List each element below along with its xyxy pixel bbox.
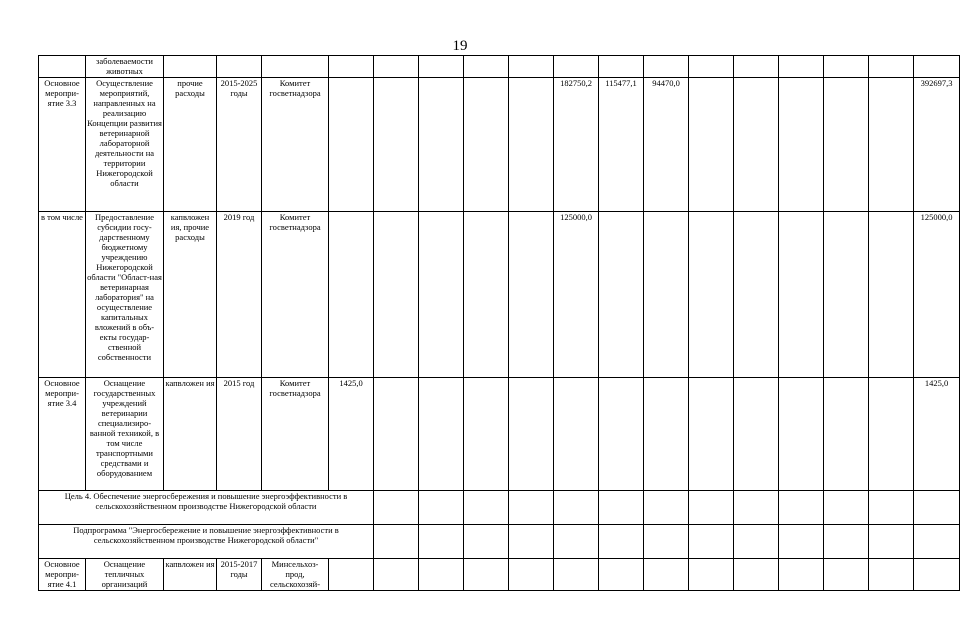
table-cell: [599, 525, 644, 559]
table-cell: [419, 525, 464, 559]
table-cell: 2015 год: [217, 378, 262, 491]
table-cell: [824, 78, 869, 212]
table-cell: [734, 56, 779, 78]
table-cell: [599, 491, 644, 525]
table-cell: [374, 525, 419, 559]
table-cell: [734, 212, 779, 378]
table-row: [39, 559, 960, 591]
table-cell: капвложен ия: [164, 378, 217, 491]
table-cell: [734, 525, 779, 559]
table-cell: [217, 56, 262, 78]
table-cell: [644, 525, 689, 559]
table-cell: [689, 525, 734, 559]
table-cell: [689, 212, 734, 378]
table-cell: [689, 559, 734, 591]
table-cell: [914, 491, 960, 525]
table-cell: Комитет госветнадзора: [262, 378, 329, 491]
table-cell: [869, 559, 914, 591]
program-table: [38, 55, 960, 591]
table-row: [39, 212, 960, 378]
table-row: [39, 78, 960, 212]
section-heading: Цель 4. Обеспечение энергосбережения и повышение энергоэффективности в сельскохозяйственном производстве Нижегородской области: [39, 491, 374, 525]
table-cell: [464, 56, 509, 78]
table-cell: [644, 378, 689, 491]
table-cell: [914, 525, 960, 559]
table-cell: [869, 378, 914, 491]
table-cell: [599, 378, 644, 491]
table-cell: [689, 378, 734, 491]
table-cell: [329, 56, 374, 78]
table-cell: [374, 378, 419, 491]
row-header-cell: Основное меропри-ятие 3.3: [39, 78, 86, 212]
table-row: [39, 378, 960, 491]
section-heading-row: [39, 491, 960, 525]
table-cell: Оснащение государственных учреждений ветеринарии специализиро-ванной техникой, в том числе транспортными средствами и оборудованием: [86, 378, 164, 491]
table-body: [39, 56, 960, 591]
table-cell: [599, 56, 644, 78]
table-cell: [779, 378, 824, 491]
table-cell: [734, 559, 779, 591]
table-cell: [779, 56, 824, 78]
table-cell: [164, 56, 217, 78]
table-cell: [599, 212, 644, 378]
table-cell: Оснащение тепличных организаций: [86, 559, 164, 591]
table-cell: прочие расходы: [164, 78, 217, 212]
table-cell: [869, 78, 914, 212]
table-cell: [419, 559, 464, 591]
table-cell: 2019 год: [217, 212, 262, 378]
table-cell: [419, 491, 464, 525]
table-cell: [554, 56, 599, 78]
table-cell: [262, 56, 329, 78]
table-cell: [779, 212, 824, 378]
table-cell: [329, 212, 374, 378]
table-cell: [644, 56, 689, 78]
table-cell: [554, 559, 599, 591]
table-cell: [914, 56, 960, 78]
table-cell: [554, 491, 599, 525]
table-cell: [419, 78, 464, 212]
table-cell: [419, 212, 464, 378]
row-header-cell: [39, 56, 86, 78]
table-cell: Комитет госветнадзора: [262, 78, 329, 212]
table-cell: 125000,0: [554, 212, 599, 378]
section-heading-row: [39, 525, 960, 559]
table-cell: [509, 56, 554, 78]
table-cell: [869, 491, 914, 525]
table-cell: [419, 378, 464, 491]
page-number: 19: [452, 38, 468, 54]
table-cell: [419, 56, 464, 78]
table-cell: [374, 559, 419, 591]
table-cell: капвложен ия, прочие расходы: [164, 212, 217, 378]
table-cell: [644, 212, 689, 378]
table-cell: [734, 78, 779, 212]
table-cell: [374, 78, 419, 212]
table-cell: [464, 559, 509, 591]
table-cell: [824, 56, 869, 78]
table-cell: [779, 491, 824, 525]
table-cell: [464, 78, 509, 212]
table-cell: капвложен ия: [164, 559, 217, 591]
table-cell: [824, 378, 869, 491]
table-cell: [374, 491, 419, 525]
table-cell: [689, 56, 734, 78]
table-cell: [464, 525, 509, 559]
section-heading: Подпрограмма "Энергосбережение и повышение энергоэффективности в сельскохозяйственном производстве Нижегородской области": [39, 525, 374, 559]
table-cell: [464, 378, 509, 491]
row-header-cell: Основное меропри-ятие 4.1: [39, 559, 86, 591]
table-cell: [644, 491, 689, 525]
table-cell: [464, 212, 509, 378]
table-cell: [824, 525, 869, 559]
table-cell: Осуществление мероприятий, направленных на реализацию Концепции развития ветеринарной лабораторной деятельности на территории Нижегородской области: [86, 78, 164, 212]
table-cell: Минсельхоз-прод, сельскохозяй-: [262, 559, 329, 591]
row-header-cell: в том числе: [39, 212, 86, 378]
table-cell: [509, 212, 554, 378]
table-cell: [464, 491, 509, 525]
table-cell: [869, 212, 914, 378]
table-cell: [689, 491, 734, 525]
table-cell: [554, 378, 599, 491]
table-cell: 2015-2017 годы: [217, 559, 262, 591]
table-cell: 1425,0: [914, 378, 960, 491]
table-cell: [554, 525, 599, 559]
table-cell: Предоставление субсидии госу-дарственному бюджетному учреждению Нижегородской области "Област-ная ветеринарная лаборатория" на осуществление капитальных вложений в объ-екты государ-ственной собственности: [86, 212, 164, 378]
table-cell: [374, 56, 419, 78]
table-cell: Комитет госветнадзора: [262, 212, 329, 378]
table-cell: [734, 491, 779, 525]
table-row: [39, 56, 960, 78]
row-header-cell: Основное меропри-ятие 3.4: [39, 378, 86, 491]
table-cell: [329, 559, 374, 591]
table-cell: [509, 491, 554, 525]
table-cell: [914, 559, 960, 591]
table-cell: [869, 56, 914, 78]
table-cell: 125000,0: [914, 212, 960, 378]
table-cell: [509, 559, 554, 591]
table-cell: заболеваемости животных: [86, 56, 164, 78]
table-cell: [689, 78, 734, 212]
table-cell: 1425,0: [329, 378, 374, 491]
table-cell: [374, 212, 419, 378]
table-cell: 115477,1: [599, 78, 644, 212]
table-cell: [824, 491, 869, 525]
table-cell: [329, 78, 374, 212]
table-cell: [869, 525, 914, 559]
table-cell: 94470,0: [644, 78, 689, 212]
table-cell: [509, 78, 554, 212]
table-cell: [509, 378, 554, 491]
table-cell: [779, 78, 824, 212]
table-cell: [779, 525, 824, 559]
table-cell: [509, 525, 554, 559]
table-cell: [734, 378, 779, 491]
table-cell: [824, 559, 869, 591]
table-cell: 182750,2: [554, 78, 599, 212]
table-cell: [644, 559, 689, 591]
table-cell: 2015-2025 годы: [217, 78, 262, 212]
table-cell: [824, 212, 869, 378]
table-cell: [779, 559, 824, 591]
table-cell: [599, 559, 644, 591]
table-cell: 392697,3: [914, 78, 960, 212]
